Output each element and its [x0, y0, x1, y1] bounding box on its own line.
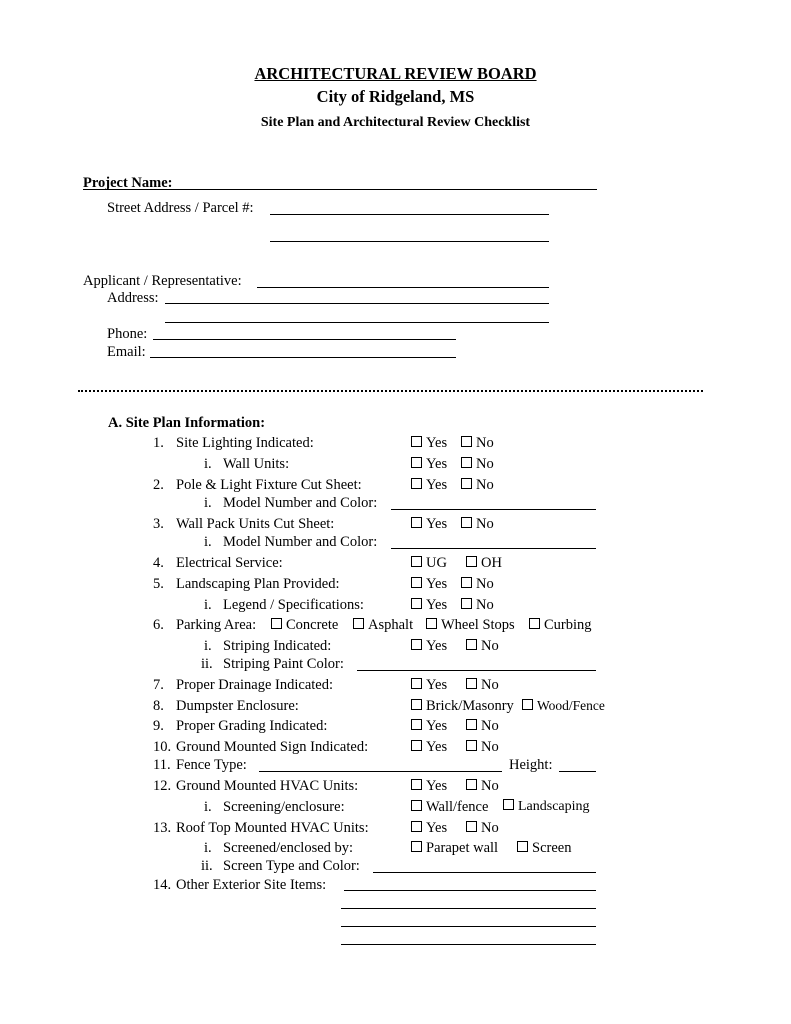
- section-a-heading: A. Site Plan Information:: [108, 415, 266, 431]
- item-number: 4.: [153, 555, 164, 571]
- legend-label: Legend / Specifications:: [223, 597, 364, 613]
- striping-color-label: Striping Paint Color:: [223, 656, 344, 672]
- pole-light-yes[interactable]: Yes: [411, 477, 447, 493]
- sub-item-number: ii.: [201, 656, 213, 672]
- hvac-screening-landscaping[interactable]: Landscaping: [503, 799, 590, 815]
- fence-type-field[interactable]: [259, 771, 502, 772]
- checkbox-icon: [411, 517, 422, 528]
- checkbox-icon: [271, 618, 282, 629]
- checkbox-icon: [426, 618, 437, 629]
- landscaping-plan-yes[interactable]: Yes: [411, 576, 447, 592]
- phone-field[interactable]: [153, 339, 456, 340]
- checkbox-icon: [411, 478, 422, 489]
- checkbox-icon: [411, 678, 422, 689]
- checkbox-icon: [503, 799, 514, 810]
- striping-yes[interactable]: Yes: [411, 638, 447, 654]
- grading-label: Proper Grading Indicated:: [176, 718, 328, 734]
- parking-asphalt[interactable]: Asphalt: [353, 617, 413, 633]
- address-field-2[interactable]: [165, 322, 549, 323]
- parking-curbing[interactable]: Curbing: [529, 617, 592, 633]
- checkbox-icon: [411, 821, 422, 832]
- striping-no[interactable]: No: [466, 638, 499, 654]
- hvac-screening-wall[interactable]: Wall/fence: [411, 799, 488, 815]
- item-number: 1.: [153, 435, 164, 451]
- checkbox-icon: [411, 740, 422, 751]
- sub-item-number: i.: [204, 456, 212, 472]
- checkbox-icon: [466, 556, 477, 567]
- ground-hvac-label: Ground Mounted HVAC Units:: [176, 778, 359, 794]
- checkbox-icon: [466, 740, 477, 751]
- dumpster-brick[interactable]: Brick/Masonry: [411, 698, 514, 714]
- wall-pack-model-label: Model Number and Color:: [223, 534, 378, 550]
- roof-screen[interactable]: Screen: [517, 840, 571, 856]
- parking-area-label: Parking Area:: [176, 617, 257, 633]
- pole-model-label: Model Number and Color:: [223, 495, 378, 511]
- pole-light-label: Pole & Light Fixture Cut Sheet:: [176, 477, 362, 493]
- checkbox-icon: [411, 457, 422, 468]
- checkbox-icon: [461, 436, 472, 447]
- address-label: Address:: [107, 290, 159, 306]
- drainage-yes[interactable]: Yes: [411, 677, 447, 693]
- checkbox-icon: [411, 719, 422, 730]
- checkbox-icon: [411, 800, 422, 811]
- checkbox-icon: [353, 618, 364, 629]
- project-name-label: Project Name:: [83, 175, 173, 191]
- sub-item-number: i.: [204, 638, 212, 654]
- form-name: Site Plan and Architectural Review Checklist: [260, 115, 531, 130]
- site-lighting-yes[interactable]: Yes: [411, 435, 447, 451]
- applicant-label: Applicant / Representative:: [83, 273, 242, 289]
- ground-sign-yes[interactable]: Yes: [411, 739, 447, 755]
- street-address-field-2[interactable]: [270, 241, 549, 242]
- other-items-field-2[interactable]: [341, 908, 596, 909]
- checkbox-icon: [461, 598, 472, 609]
- checkbox-icon: [466, 779, 477, 790]
- pole-light-no[interactable]: No: [461, 477, 494, 493]
- checkbox-icon: [461, 517, 472, 528]
- checkbox-icon: [517, 841, 528, 852]
- landscaping-plan-label: Landscaping Plan Provided:: [176, 576, 340, 592]
- street-address-label: Street Address / Parcel #:: [107, 200, 254, 216]
- electrical-service-label: Electrical Service:: [176, 555, 283, 571]
- drainage-no[interactable]: No: [466, 677, 499, 693]
- checkbox-icon: [466, 821, 477, 832]
- section-divider: [78, 390, 703, 392]
- fence-height-label: Height:: [509, 757, 553, 773]
- parking-concrete[interactable]: Concrete: [271, 617, 338, 633]
- street-address-field[interactable]: [270, 214, 549, 215]
- address-field[interactable]: [165, 303, 549, 304]
- phone-label: Phone:: [107, 326, 148, 342]
- roof-hvac-yes[interactable]: Yes: [411, 820, 447, 836]
- other-items-field[interactable]: [344, 890, 596, 891]
- hvac-screening-label: Screening/enclosure:: [223, 799, 345, 815]
- wall-units-yes[interactable]: Yes: [411, 456, 447, 472]
- electrical-oh[interactable]: OH: [466, 555, 502, 571]
- form-subtitle: City of Ridgeland, MS: [316, 87, 475, 106]
- item-number: 10.: [153, 739, 172, 755]
- striping-label: Striping Indicated:: [223, 638, 332, 654]
- wall-pack-model-field[interactable]: [391, 548, 596, 549]
- roof-parapet-wall[interactable]: Parapet wall: [411, 840, 498, 856]
- checkbox-icon: [522, 699, 533, 710]
- checkbox-icon: [529, 618, 540, 629]
- item-number: 11.: [153, 757, 171, 773]
- legend-no[interactable]: No: [461, 597, 494, 613]
- roof-screened-label: Screened/enclosed by:: [223, 840, 354, 856]
- checkbox-icon: [461, 478, 472, 489]
- email-label: Email:: [107, 344, 146, 360]
- item-number: 9.: [153, 718, 164, 734]
- item-number: 2.: [153, 477, 164, 493]
- checkbox-icon: [461, 457, 472, 468]
- ground-hvac-no[interactable]: No: [466, 778, 499, 794]
- checkbox-icon: [411, 841, 422, 852]
- ground-hvac-yes[interactable]: Yes: [411, 778, 447, 794]
- item-number: 8.: [153, 698, 164, 714]
- other-items-label: Other Exterior Site Items:: [176, 877, 327, 893]
- fence-type-label: Fence Type:: [176, 757, 247, 773]
- item-number: 5.: [153, 576, 164, 592]
- sub-item-number: i.: [204, 840, 212, 856]
- electrical-ug[interactable]: UG: [411, 555, 447, 571]
- drainage-label: Proper Drainage Indicated:: [176, 677, 334, 693]
- dumpster-label: Dumpster Enclosure:: [176, 698, 299, 714]
- sub-item-number: ii.: [201, 858, 213, 874]
- site-lighting-no[interactable]: No: [461, 435, 494, 451]
- other-items-field-4[interactable]: [341, 944, 596, 945]
- wall-units-no[interactable]: No: [461, 456, 494, 472]
- sub-item-number: i.: [204, 799, 212, 815]
- screen-type-field[interactable]: [373, 872, 596, 873]
- screen-type-label: Screen Type and Color:: [223, 858, 360, 874]
- item-number: 3.: [153, 516, 164, 532]
- grading-no[interactable]: No: [466, 718, 499, 734]
- applicant-field[interactable]: [257, 287, 549, 288]
- item-number: 13.: [153, 820, 172, 836]
- checkbox-icon: [466, 719, 477, 730]
- item-number: 7.: [153, 677, 164, 693]
- other-items-field-3[interactable]: [341, 926, 596, 927]
- sub-item-number: i.: [204, 495, 212, 511]
- checkbox-icon: [411, 699, 422, 710]
- striping-color-field[interactable]: [357, 670, 596, 671]
- checkbox-icon: [461, 577, 472, 588]
- wall-pack-no[interactable]: No: [461, 516, 494, 532]
- item-number: 14.: [153, 877, 172, 893]
- roof-hvac-label: Roof Top Mounted HVAC Units:: [176, 820, 369, 836]
- landscaping-plan-no[interactable]: No: [461, 576, 494, 592]
- legend-yes[interactable]: Yes: [411, 597, 447, 613]
- parking-wheel-stops[interactable]: Wheel Stops: [426, 617, 515, 633]
- site-lighting-label: Site Lighting Indicated:: [176, 435, 314, 451]
- wall-units-label: Wall Units:: [223, 456, 290, 472]
- email-field[interactable]: [150, 357, 456, 358]
- checkbox-icon: [411, 639, 422, 650]
- sub-item-number: i.: [204, 597, 212, 613]
- roof-hvac-no[interactable]: No: [466, 820, 499, 836]
- item-number: 6.: [153, 617, 164, 633]
- checkbox-icon: [411, 436, 422, 447]
- ground-sign-label: Ground Mounted Sign Indicated:: [176, 739, 369, 755]
- fence-height-field[interactable]: [559, 771, 596, 772]
- dumpster-wood[interactable]: Wood/Fence: [522, 698, 605, 714]
- project-name-field[interactable]: [83, 189, 597, 190]
- wall-pack-yes[interactable]: Yes: [411, 516, 447, 532]
- checkbox-icon: [411, 556, 422, 567]
- checkbox-icon: [466, 639, 477, 650]
- checkbox-icon: [411, 577, 422, 588]
- checkbox-icon: [411, 598, 422, 609]
- sub-item-number: i.: [204, 534, 212, 550]
- wall-pack-label: Wall Pack Units Cut Sheet:: [176, 516, 335, 532]
- grading-yes[interactable]: Yes: [411, 718, 447, 734]
- checkbox-icon: [466, 678, 477, 689]
- item-number: 12.: [153, 778, 172, 794]
- ground-sign-no[interactable]: No: [466, 739, 499, 755]
- form-title: ARCHITECTURAL REVIEW BOARD: [254, 64, 537, 83]
- pole-model-field[interactable]: [391, 509, 596, 510]
- checkbox-icon: [411, 779, 422, 790]
